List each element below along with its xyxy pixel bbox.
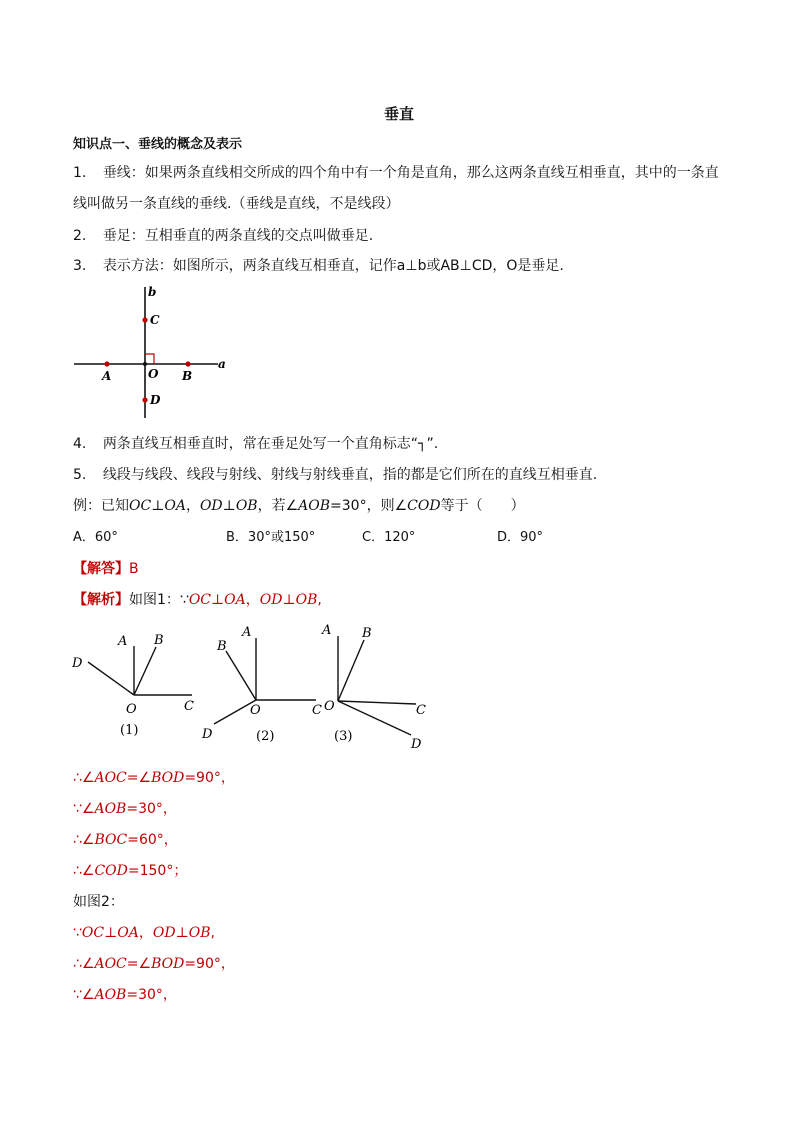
step-v1: AOC <box>94 770 127 786</box>
case-3-diagram <box>321 623 426 752</box>
item-number: 4. <box>73 436 87 452</box>
answer-line <box>73 559 139 579</box>
option-c: C．120° <box>362 530 416 545</box>
step-v1: AOC <box>94 956 127 972</box>
c1-label-O: O <box>126 702 137 717</box>
step-v2: OD⊥OB <box>152 925 211 941</box>
c2-label-D: D <box>202 727 213 742</box>
step-v2: BOD <box>151 770 185 786</box>
step-line <box>73 768 235 788</box>
item-number: 5. <box>73 467 87 483</box>
angle-cod: COD <box>407 498 441 514</box>
item-text: 垂线：如果两条直线相交所成的四个角中有一个角是直角，那么这两条直线互相垂直，其中的一条直 <box>102 165 719 181</box>
c3-label-A: A <box>322 623 332 638</box>
sep: ， <box>185 498 200 514</box>
point-A <box>104 361 109 366</box>
step-mid: ， <box>138 925 153 941</box>
list-item-1-cont: 线叫做另一条直线的垂线.（垂线是直线，不是线段） <box>73 196 400 212</box>
step-v1: AOB <box>94 801 127 817</box>
c3-label-B: B <box>362 626 372 641</box>
step-line <box>73 954 235 974</box>
step-v1: OC⊥OA <box>81 925 139 941</box>
step-pre: ∵∠ <box>73 801 95 817</box>
angle-aob: AOB <box>298 498 331 514</box>
step-post: =30°， <box>126 801 177 817</box>
c3-label-C: C <box>416 703 426 718</box>
list-item-1 <box>73 163 719 183</box>
list-item-5 <box>73 465 597 485</box>
step-post: , <box>210 925 215 941</box>
cond-2: OD⊥OB <box>259 592 318 608</box>
item-text: 垂足：互相垂直的两条直线的交点叫做垂足. <box>102 228 374 244</box>
page-title: 垂直 <box>384 105 415 123</box>
label-C: C <box>150 313 160 327</box>
step-pre: ∵∠ <box>73 987 95 1003</box>
mid: ，若∠ <box>257 498 299 514</box>
item-number: 1. <box>73 165 87 181</box>
c1-label-C: C <box>184 699 194 714</box>
sep: ， <box>245 592 260 608</box>
step-line <box>73 861 187 881</box>
case-1-diagram <box>71 633 194 738</box>
label-a: a <box>218 357 226 371</box>
step-line <box>73 830 178 850</box>
cond-1: OC⊥OA <box>129 498 186 514</box>
label-D: D <box>150 393 161 407</box>
step-pre: ∴∠ <box>73 863 95 879</box>
cond-1: OC⊥OA <box>188 592 246 608</box>
right-angle-mark <box>145 354 154 364</box>
step-line <box>73 985 177 1005</box>
item-text: 表示方法：如图所示，两条直线互相垂直，记作a⊥b或AB⊥CD，O是垂足. <box>102 258 564 274</box>
step-pre: ∵ <box>73 925 82 941</box>
cond-2: OD⊥OB <box>199 498 258 514</box>
point-B <box>185 361 190 366</box>
case-1-caption: (1) <box>120 723 139 738</box>
option-b: B．30°或150° <box>226 530 316 545</box>
step-pre: ∴∠ <box>73 956 95 972</box>
step-mid: =∠ <box>126 770 152 786</box>
step-post: =60°， <box>127 832 178 848</box>
section-heading: 知识点一、垂线的概念及表示 <box>73 137 243 152</box>
step-mid: =∠ <box>126 956 152 972</box>
list-item-2 <box>73 226 373 246</box>
step-post: =90°， <box>184 956 235 972</box>
analysis-text: 如图1：∵ <box>129 592 189 608</box>
list-item-3 <box>73 256 564 276</box>
item-number: 3. <box>73 258 87 274</box>
c3-label-D: D <box>411 737 422 752</box>
point-D <box>142 397 147 402</box>
answer-value: B <box>129 561 139 577</box>
c2-label-A: A <box>242 625 252 640</box>
item-number: 2. <box>73 228 87 244</box>
case-2-diagram <box>201 625 322 744</box>
c2-label-C: C <box>312 703 322 718</box>
perpendicular-figure <box>70 282 240 422</box>
step-pre: ∴∠ <box>73 770 95 786</box>
label-A: A <box>102 369 112 383</box>
step-post: =30°， <box>126 987 177 1003</box>
example-question <box>73 496 525 516</box>
cases-figure <box>66 618 446 753</box>
option-a: A．60° <box>73 530 118 545</box>
list-item-4 <box>73 434 438 454</box>
step-v2: BOD <box>151 956 185 972</box>
c1-label-D: D <box>72 656 83 671</box>
c2-label-B: B <box>217 639 227 654</box>
case-3-caption: (3) <box>334 729 353 744</box>
rest: =30°，则∠ <box>330 498 408 514</box>
c1-label-B: B <box>154 633 164 648</box>
point-O <box>143 362 147 366</box>
step-v1: COD <box>94 863 128 879</box>
step-pre: ∴∠ <box>73 832 95 848</box>
c1-label-A: A <box>118 634 128 649</box>
tail: 等于（ ） <box>440 498 525 514</box>
example-prefix: 例：已知 <box>73 498 129 514</box>
item-text: 两条直线互相垂直时，常在垂足处写一个直角标志“┐”. <box>102 436 439 452</box>
point-C <box>142 317 147 322</box>
item-text: 线段与线段、线段与射线、射线与射线垂直，指的都是它们所在的直线互相垂直. <box>102 467 598 483</box>
c2-label-O: O <box>250 703 261 718</box>
step-post: =90°， <box>184 770 235 786</box>
step-line <box>73 799 177 819</box>
option-d: D．90° <box>497 530 544 545</box>
step-v1: BOC <box>94 832 128 848</box>
figure-2-label: 如图2： <box>73 894 124 910</box>
step-line <box>73 923 215 943</box>
analysis-label: 【解析】 <box>73 592 129 608</box>
analysis-line <box>73 590 322 610</box>
case-2-caption: (2) <box>256 729 275 744</box>
step-v1: AOB <box>94 987 127 1003</box>
c3-label-O: O <box>324 699 335 714</box>
label-b: b <box>148 285 157 299</box>
end: , <box>317 592 322 608</box>
step-post: =150°； <box>127 863 188 879</box>
label-O: O <box>148 367 159 381</box>
answer-label: 【解答】 <box>73 561 129 577</box>
label-B: B <box>182 369 193 383</box>
